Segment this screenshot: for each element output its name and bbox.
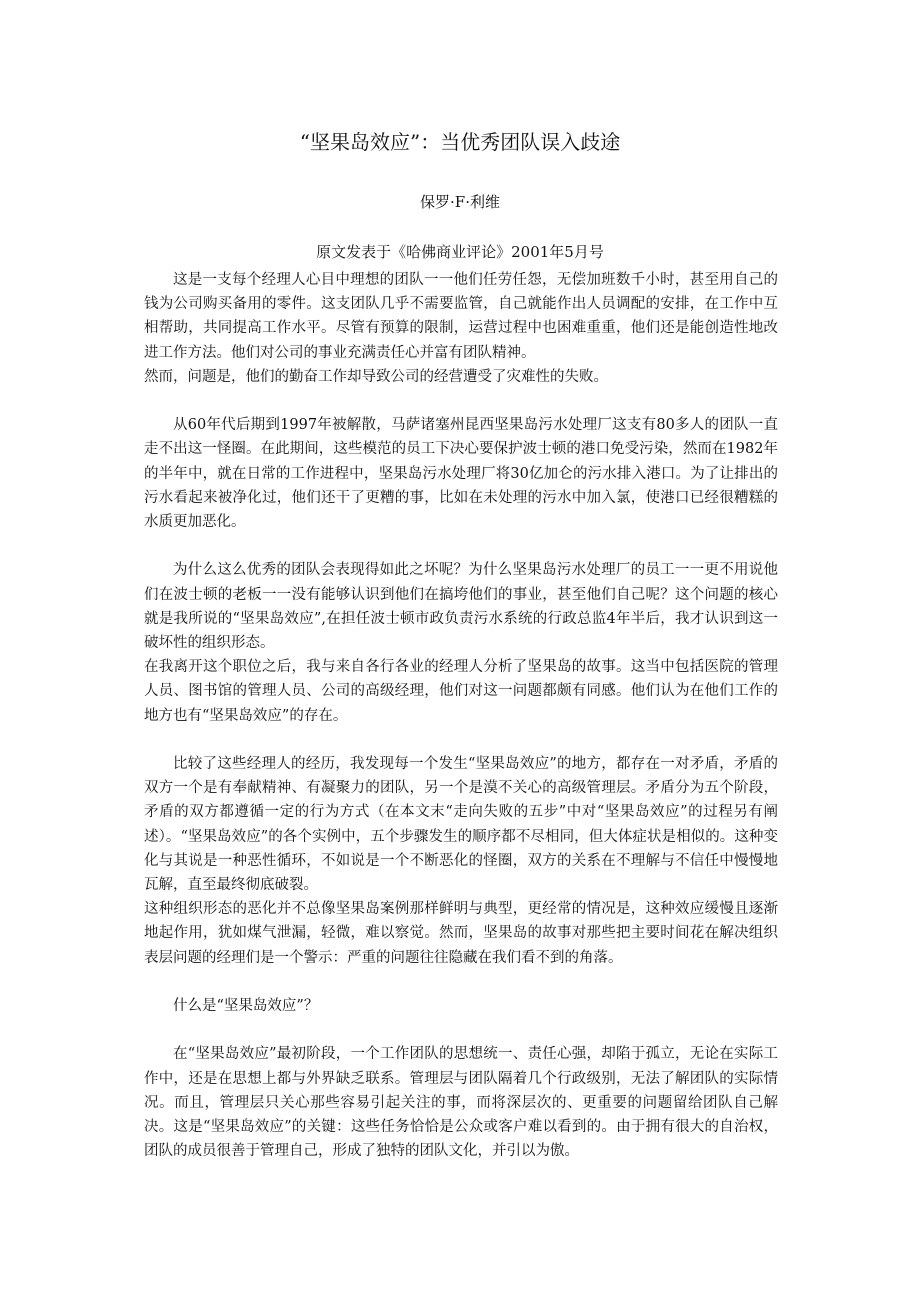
publication-source: 原文发表于《哈佛商业评论》2001年5月号 <box>316 243 604 261</box>
section-heading: 什么是“坚果岛效应”？ <box>173 998 319 1015</box>
paragraph-gap <box>144 534 778 558</box>
paragraph-2: 然而，问题是，他们的勤奋工作却导致公司的经营遭受了灾难性的失败。 <box>144 368 608 385</box>
document-title: “坚果岛效应”：当优秀团队误入歧途 <box>299 130 621 154</box>
paragraph-4: 为什么这么优秀的团队会表现得如此之坏呢？为什么坚果岛污水处理厂的员工一一更不用说他们在波士顿的老板一一没有能够认识到他们在搞垮他们的事业，甚至他们自己呢？这个问题的核心就是我所说的“坚果岛效应”,在担任波士顿市政负责污水系统的行政总监4年半后，我才认识到这一破坏性的组织形态。 <box>144 562 778 652</box>
paragraph-1: 这是一支每个经理人心目中理想的团队一一他们任劳任怨，无偿加班数千小时，甚至用自己的钱为公司购买备用的零件。这支团队几乎不需要监管，自己就能作出人员调配的安排，在工作中互相帮助，共同提高工作水平。尽管有预算的限制，运营过程中也困难重重，他们还是能创造性地改进工作方法。他们对公司的事业充满责任心并富有团队精神。 <box>144 272 778 361</box>
paragraph-gap <box>144 970 778 994</box>
paragraph-7: 这种组织形态的恶化并不总像坚果岛案例那样鲜明与典型，更经常的情况是，这种效应缓慢且逐渐地起作用，犹如煤气泄漏，轻微，难以察觉。然而，坚果岛的故事对那些把主要时间花在解决组织表层问题的经理们是一个警示：严重的问题往往隐藏在我们看不到的角落。 <box>144 901 778 966</box>
paragraph-8: 在“坚果岛效应”最初阶段，一个工作团队的思想统一、责任心强，却陷于孤立，无论在实际工作中，还是在思想上都与外界缺乏联系。管理层与团队隔着几个行政级别，无法了解团队的实际情况。而且，管理层只关心那些容易引起关注的事，而将深层次的、更重要的问题留给团队自己解决。这是“坚果岛效应”的关键：这些任务恰恰是公众或客户难以看到的。由于拥有很大的自治权，团队的成员很善于管理自己，形成了独特的团队文化，并引以为傲。 <box>144 1046 778 1160</box>
paragraph-gap <box>144 1018 778 1042</box>
author-name: 保罗·F·利维 <box>420 193 500 211</box>
paragraph-gap <box>144 389 778 413</box>
paragraph-gap <box>144 728 778 752</box>
paragraph-5: 在我离开这个职位之后，我与来自各行各业的经理人分析了坚果岛的故事。这当中包括医院的管理人员、图书馆的管理人员、公司的高级经理，他们对这一问题都颇有同感。他们认为在他们工作的地方也有“坚果岛效应”的存在。 <box>144 659 778 724</box>
paragraph-3: 从60年代后期到1997年被解散，马萨诸塞州昆西坚果岛污水处理厂这支有80多人的团队一直走不出这一怪圈。在此期间，这些模范的员工下决心要保护波士顿的港口免受污染，然而在1982年的半年中，就在日常的工作进程中，坚果岛污水处理厂将30亿加仑的污水排入港口。为了让排出的污水看起来被净化过，他们还干了更糟的事，比如在未处理的污水中加入氯，使港口已经很糟糕的水质更加恶化。 <box>144 417 778 531</box>
article-body <box>144 268 778 1163</box>
paragraph-6: 比较了这些经理人的经历，我发现每一个发生“坚果岛效应”的地方，都存在一对矛盾，矛盾的双方一个是有奉献精神、有凝聚力的团队，另一个是漠不关心的高级管理层。矛盾分为五个阶段，矛盾的双方都遵循一定的行为方式（在本文末“走向失败的五步”中对“坚果岛效应”的过程另有阐述）。“坚果岛效应”的各个实例中，五个步骤发生的顺序都不尽相同，但大体症状是相似的。这种变化与其说是一种恶性循环，不如说是一个不断恶化的怪圈，双方的关系在不理解与不信任中慢慢地瓦解，直至最终彻底破裂。 <box>144 756 778 894</box>
